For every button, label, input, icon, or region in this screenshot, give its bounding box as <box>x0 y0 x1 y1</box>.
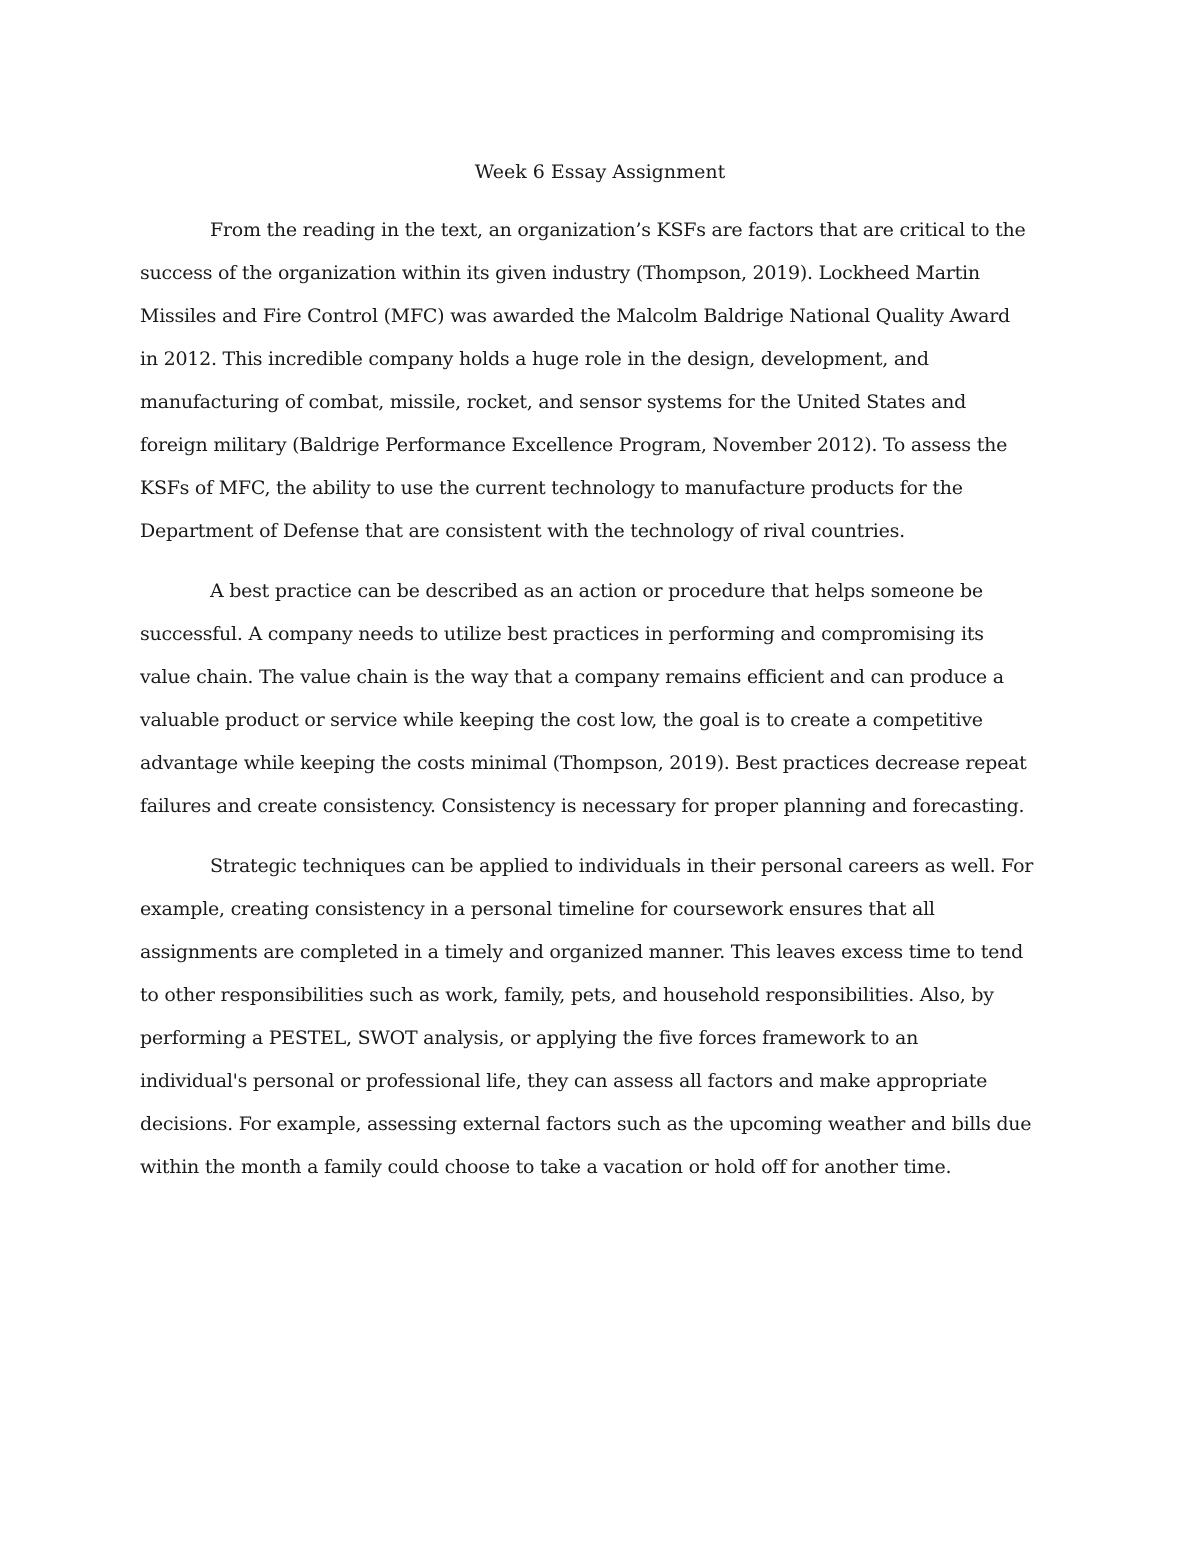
paragraph-2 <box>140 570 1060 828</box>
paragraph-line: to other responsibilities such as work, family, pets, and household responsibilities. Also, by <box>140 984 994 1006</box>
paragraph-line: foreign military (Baldrige Performance Excellence Program, November 2012). To assess the <box>140 434 1008 456</box>
paragraph-line: From the reading in the text, an organization’s KSFs are factors that are critical to the <box>210 219 1026 241</box>
paragraph-line: Department of Defense that are consistent with the technology of rival countries. <box>140 520 905 542</box>
document-title: Week 6 Essay Assignment <box>474 161 726 183</box>
paragraph-line: valuable product or service while keeping the cost low, the goal is to create a competitive <box>140 709 983 731</box>
paragraph-3 <box>140 845 1060 1189</box>
paragraph-line: successful. A company needs to utilize best practices in performing and compromising its <box>140 623 984 645</box>
paragraph-line: failures and create consistency. Consistency is necessary for proper planning and forecasting. <box>140 795 1025 817</box>
paragraph-line: individual's personal or professional life, they can assess all factors and make appropriate <box>140 1070 988 1092</box>
paragraph-line: performing a PESTEL, SWOT analysis, or applying the five forces framework to an <box>140 1027 919 1049</box>
paragraph-1 <box>140 209 1060 553</box>
paragraph-line: advantage while keeping the costs minimal (Thompson, 2019). Best practices decrease repeat <box>140 752 1027 774</box>
paragraph-line: manufacturing of combat, missile, rocket, and sensor systems for the United States and <box>140 391 967 413</box>
paragraph-line: A best practice can be described as an action or procedure that helps someone be <box>210 580 983 602</box>
paragraph-line: value chain. The value chain is the way that a company remains efficient and can produce a <box>140 666 1004 688</box>
paragraph-line: assignments are completed in a timely and organized manner. This leaves excess time to tend <box>140 941 1024 963</box>
paragraph-line: success of the organization within its given industry (Thompson, 2019). Lockheed Martin <box>140 262 980 284</box>
paragraph-line: within the month a family could choose to take a vacation or hold off for another time. <box>140 1156 952 1178</box>
paragraph-line: Strategic techniques can be applied to individuals in their personal careers as well. For <box>210 855 1034 877</box>
paragraph-line: in 2012. This incredible company holds a huge role in the design, development, and <box>140 348 929 370</box>
paragraph-line: Missiles and Fire Control (MFC) was awarded the Malcolm Baldrige National Quality Award <box>140 305 1010 327</box>
paragraph-line: example, creating consistency in a personal timeline for coursework ensures that all <box>140 898 935 920</box>
paragraph-line: KSFs of MFC, the ability to use the current technology to manufacture products for the <box>140 477 963 499</box>
paragraph-line: decisions. For example, assessing external factors such as the upcoming weather and bills due <box>140 1113 1032 1135</box>
